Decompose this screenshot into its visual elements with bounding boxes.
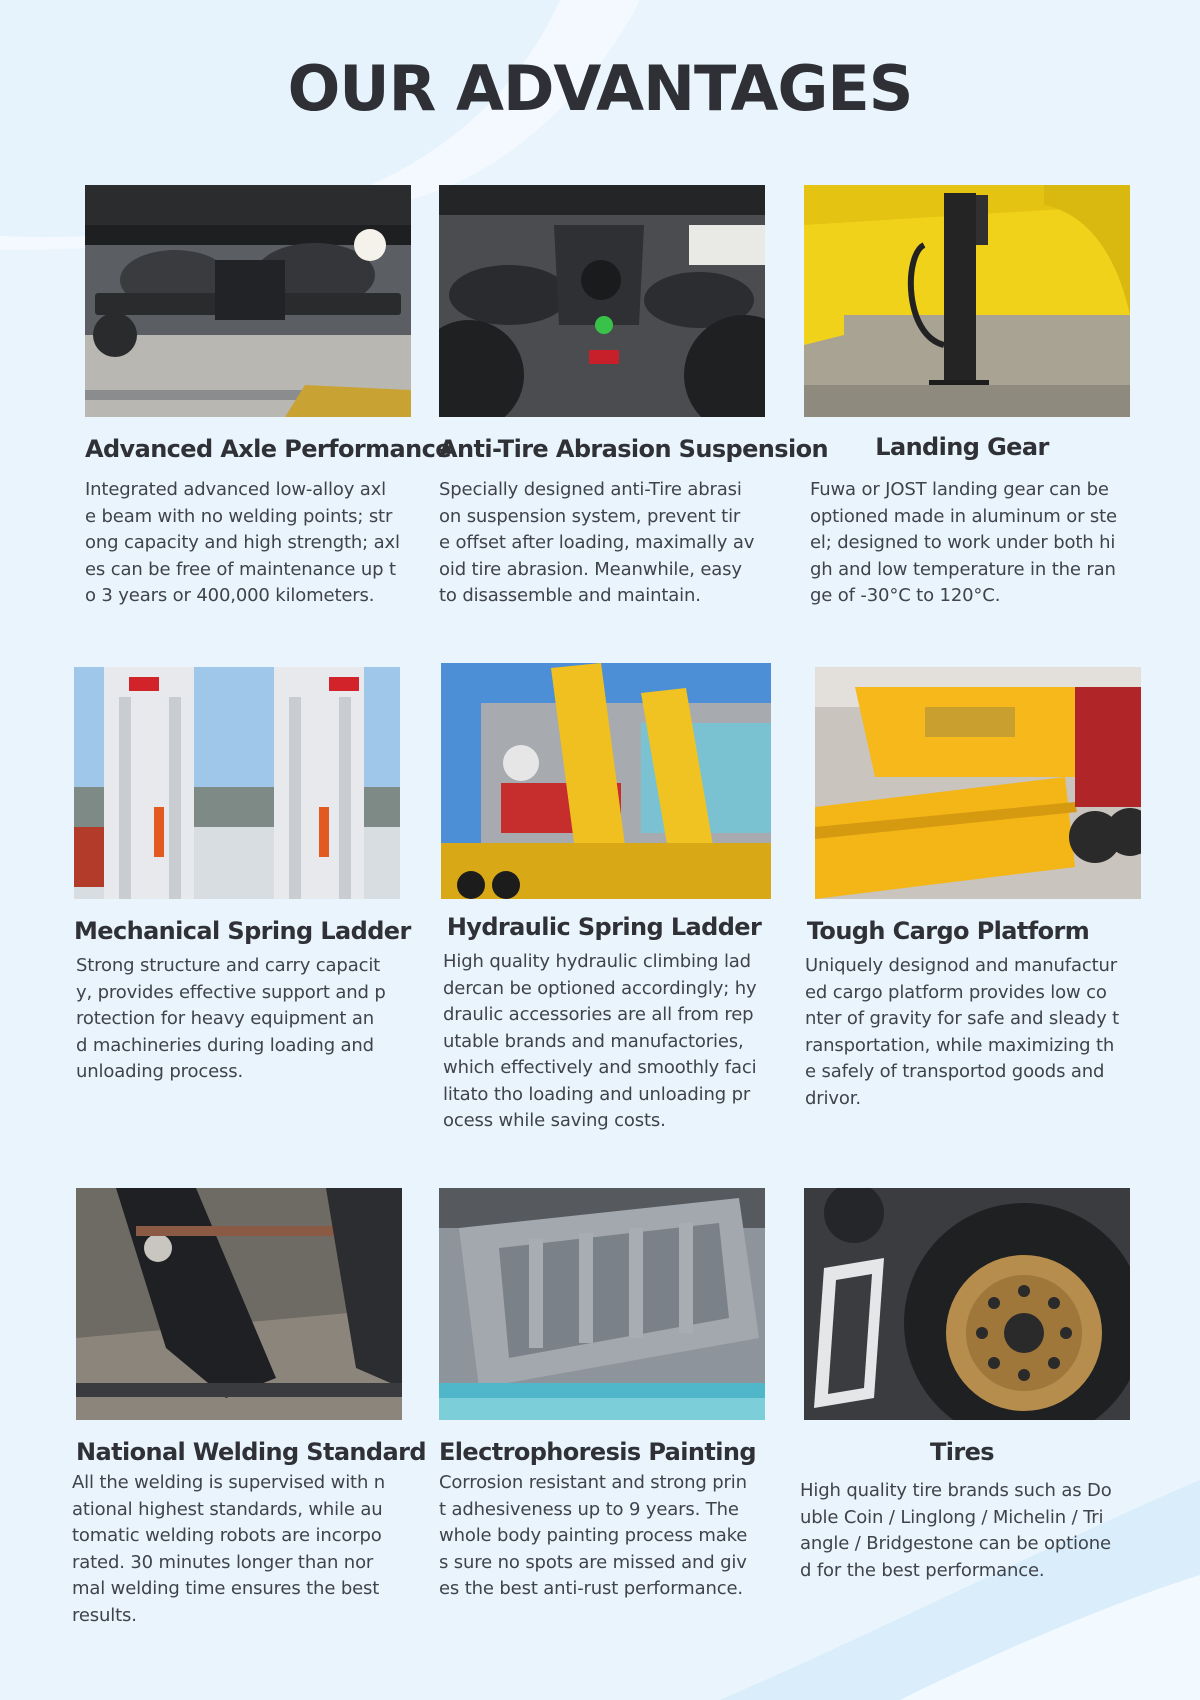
advantage-title: Tires bbox=[930, 1438, 994, 1466]
advantage-description: All the welding is supervised with n ational highest standards, while au tomatic welding robots are incorpo rated. 30 minutes longer than nor mal welding time ensures the best results. bbox=[72, 1472, 386, 1626]
advantage-description: Uniquely designod and manufactur ed cargo platform provides low co nter of gravity for safe and sleady t ransportation, while maximizing th e safely of transportod goods and drivor. bbox=[805, 955, 1120, 1109]
advantage-card-spring-ladder bbox=[74, 667, 411, 1086]
advantage-title: Mechanical Spring Ladder bbox=[74, 917, 411, 945]
advantage-title: Landing Gear bbox=[875, 433, 1049, 461]
tire-photo bbox=[804, 1188, 1130, 1420]
spring-ladder-photo bbox=[74, 667, 400, 899]
advantage-card-tires bbox=[800, 1188, 1130, 1584]
advantage-description: Strong structure and carry capacit y, provides effective support and p rotection for heavy equipment an d machineries during loading and unloading process. bbox=[76, 955, 386, 1082]
welding-photo bbox=[76, 1188, 402, 1420]
advantage-card-welding bbox=[72, 1188, 426, 1629]
advantage-description: High quality hydraulic climbing lad dercan be optioned accordingly; hy draulic accessories are all from rep utable brands and manufactories, which effectively and smoothly faci litato tho loading and unloading pr ocess while saving costs. bbox=[443, 951, 757, 1131]
hydraulic-ladder-photo bbox=[441, 663, 771, 899]
advantage-card-landing-gear bbox=[804, 185, 1130, 610]
advantage-title: Electrophoresis Painting bbox=[439, 1438, 756, 1466]
advantage-title: Advanced Axle Performance bbox=[85, 435, 451, 463]
advantage-description: Integrated advanced low-alloy axl e beam with no welding points; str ong capacity and high strength; axl es can be free of maintenance up t o 3 years or 400,000 kilometers. bbox=[85, 479, 400, 606]
advantage-description: Fuwa or JOST landing gear can be optioned made in aluminum or ste el; designed to work under both hi gh and low temperature in the ran ge of -30°C to 120°C. bbox=[810, 479, 1117, 606]
advantage-card-painting bbox=[439, 1188, 765, 1603]
page-title: OUR ADVANTAGES bbox=[287, 52, 913, 125]
advantage-card-axle bbox=[85, 185, 451, 610]
advantage-title: Hydraulic Spring Ladder bbox=[446, 913, 762, 941]
axle-photo bbox=[85, 185, 411, 417]
advantage-title: National Welding Standard bbox=[76, 1438, 426, 1466]
advantage-description: Corrosion resistant and strong prin t adhesiveness up to 9 years. The whole body painting process make s sure no spots are missed and giv es the best anti-rust performance. bbox=[439, 1472, 748, 1599]
advantage-description: High quality tire brands such as Do uble Coin / Linglong / Michelin / Tri angle / Bridgestone can be optione d for the best performance. bbox=[800, 1480, 1112, 1581]
suspension-photo bbox=[439, 185, 765, 417]
landing-gear-photo bbox=[804, 185, 1130, 417]
advantage-card-suspension bbox=[439, 185, 828, 610]
advantage-card-cargo-platform bbox=[805, 667, 1141, 1112]
painting-photo bbox=[439, 1188, 765, 1420]
cargo-platform-photo bbox=[815, 667, 1141, 899]
advantage-title: Anti-Tire Abrasion Suspension bbox=[439, 435, 828, 463]
advantage-description: Specially designed anti-Tire abrasi on suspension system, prevent tir e offset after loading, maximally av oid tire abrasion. Meanwhile, easy to disassemble and maintain. bbox=[439, 479, 755, 606]
advantage-card-hydraulic-ladder bbox=[441, 663, 771, 1135]
advantage-title: Tough Cargo Platform bbox=[806, 917, 1090, 945]
